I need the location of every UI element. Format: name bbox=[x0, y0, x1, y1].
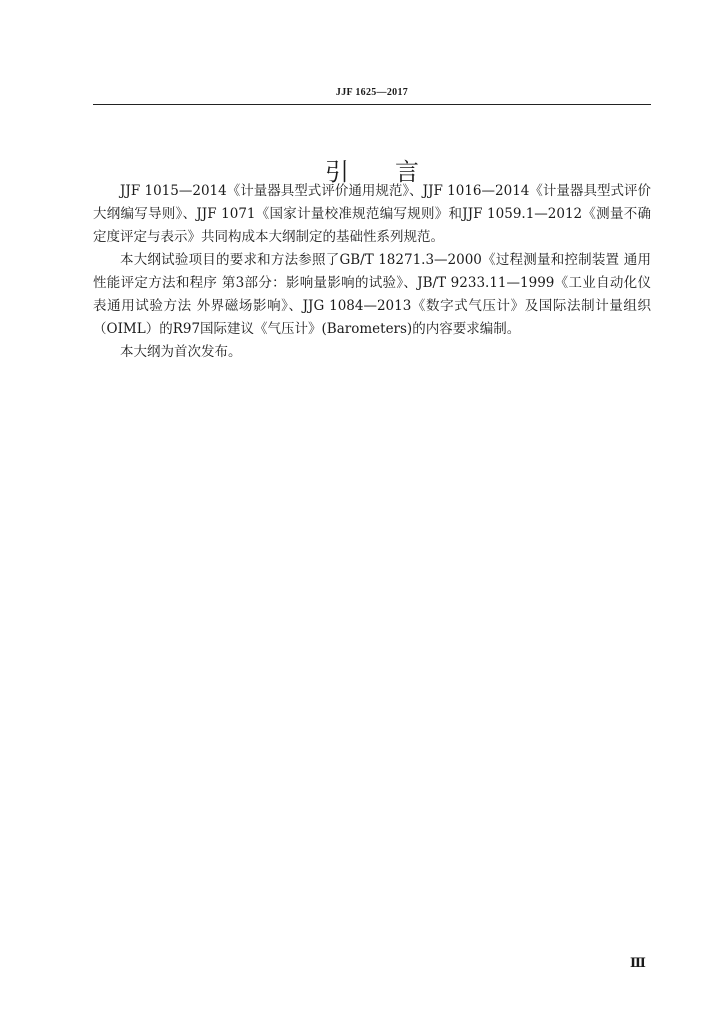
paragraph-1: JJF 1015—2014《计量器具型式评价通用规范》、JJF 1016—2014《计量器具型式评价大纲编写导则》、JJF 1071《国家计量校准规范编写规则》和JJF 1059.1—2012《测量不确定度评定与表示》共同构成本大纲制定的基础性系列规范。 bbox=[93, 183, 651, 245]
page-title: 引言 bbox=[325, 158, 465, 187]
page-number: Ⅲ bbox=[630, 955, 646, 970]
paragraph-3: 本大纲为首次发布。 bbox=[120, 344, 242, 360]
paragraph-2: 本大纲试验项目的要求和方法参照了GB/T 18271.3—2000《过程测量和控制装置 通用性能评定方法和程序 第3部分：影响量影响的试验》、JB/T 9233.11—1999《工业自动化仪表通用试验方法 外界磁场影响》、JJG 1084—2013《数字式气压计》及国际法制计量组织（OIML）的R97国际建议《气压计》(Barometers)的内容要求编制。 bbox=[93, 252, 651, 337]
body-text bbox=[93, 180, 651, 364]
header-standard-code: JJF 1625—2017 bbox=[335, 87, 409, 98]
header-divider bbox=[93, 104, 651, 105]
